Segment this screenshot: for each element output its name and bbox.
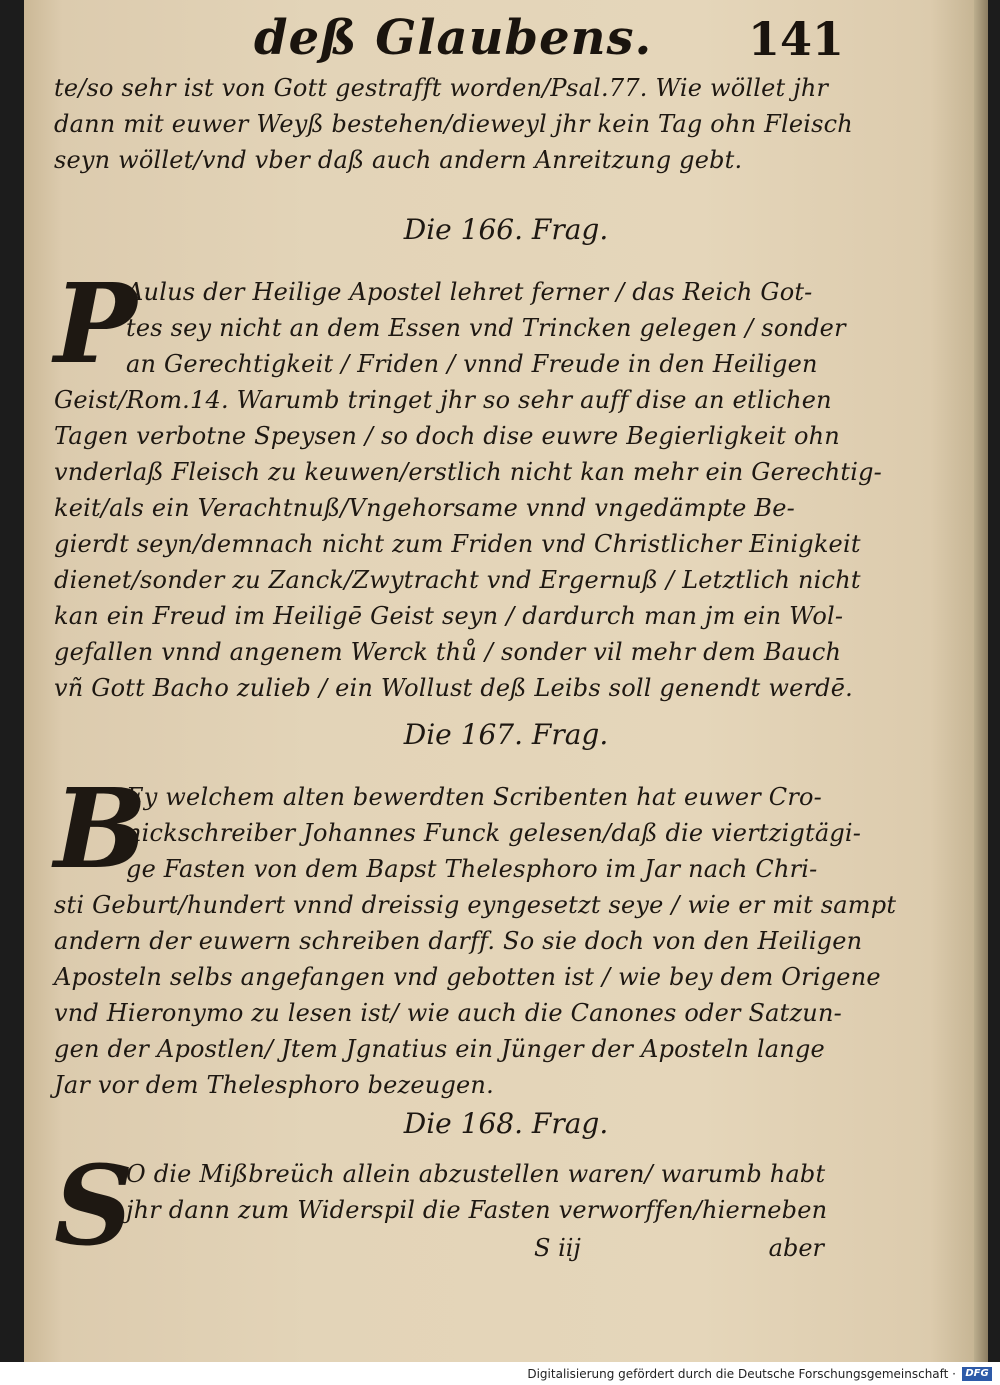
text-line: dienet/sonder zu Zanck/Zwytracht vnd Ergernuß / Letztlich nicht [54, 566, 861, 594]
text-line: an Gerechtigkeit / Friden / vnnd Freude in den Heiligen [126, 350, 818, 378]
dropcap: P [54, 259, 137, 388]
running-head [254, 10, 844, 74]
dropcap: B [54, 764, 147, 893]
page-edge [974, 0, 988, 1362]
credit-text: Digitalisierung gefördert durch die Deutsche Forschungsgemeinschaft · [527, 1367, 956, 1381]
text-line: keit/als ein Verachtnuß/Vngehorsame vnnd vngedämpte Be- [54, 494, 795, 522]
dropcap: S [54, 1141, 134, 1270]
question-168-heading: Die 168. Frag. [403, 1107, 609, 1140]
text-line: Geist/Rom.14. Warumb tringet jhr so sehr auff dise an etlichen [54, 386, 832, 414]
signature-mark: S iij [534, 1234, 581, 1262]
text-line: O die Mißbreüch allein abzustellen waren/ warumb habt [126, 1160, 826, 1188]
text-line: ge Fasten von dem Bapst Thelesphoro im Jar nach Chri- [126, 855, 818, 883]
text-line: andern der euwern schreiben darff. So sie doch von den Heiligen [54, 927, 863, 955]
catchword: aber [768, 1234, 824, 1262]
text-line: vnd Hieronymo zu lesen ist/ wie auch die Canones oder Satzun- [54, 999, 842, 1027]
text-line: sti Geburt/hundert vnnd dreissig eyngesetzt seye / wie er mit sampt [54, 891, 897, 919]
question-166-paragraph [54, 259, 882, 706]
text-line: Aposteln selbs angefangen vnd gebotten ist / wie bey dem Origene [54, 963, 881, 991]
text-line: gefallen vnnd angenem Werck thů / sonder vil mehr dem Bauch [54, 638, 842, 666]
book-page [24, 0, 988, 1362]
text-line: Jar vor dem Thelesphoro bezeugen. [54, 1071, 494, 1099]
text-line: Aulus der Heilige Apostel lehret ferner / das Reich Got- [126, 278, 813, 306]
text-line: tes sey nicht an dem Essen vnd Trincken gelegen / sonder [126, 314, 846, 342]
text-line: vñ Gott Bacho zulieb / ein Wollust deß Leibs soll genendt werdē. [54, 674, 853, 702]
text-line: seyn wöllet/vnd vber daß auch andern Anreitzung gebt. [54, 146, 743, 174]
text-line: kan ein Freud im Heiligē Geist seyn / dardurch man jm ein Wol- [54, 602, 844, 630]
page-number: 141 [747, 12, 844, 66]
dfg-logo: DFG [962, 1367, 992, 1381]
question-167-heading: Die 167. Frag. [403, 718, 609, 751]
question-166-heading: Die 166. Frag. [403, 213, 609, 246]
page-footer [54, 1230, 824, 1266]
text-line: Ey welchem alten bewerdten Scribenten hat euwer Cro- [126, 783, 822, 811]
text-line: dann mit euwer Weyß bestehen/dieweyl jhr kein Tag ohn Fleisch [54, 110, 853, 138]
text-line: gen der Apostlen/ Jtem Jgnatius ein Jünger der Aposteln lange [54, 1035, 825, 1063]
running-head-title: deß Glaubens. [254, 10, 653, 66]
text-line: nickschreiber Johannes Funck gelesen/daß die viertzigtägi- [126, 819, 862, 847]
text-line: te/so sehr ist von Gott gestrafft worden/Psal.77. Wie wöllet jhr [54, 74, 829, 102]
text-line: gierdt seyn/demnach nicht zum Friden vnd Christlicher Einigkeit [54, 530, 861, 558]
text-line: Tagen verbotne Speysen / so doch dise euwre Begierligkeit ohn [54, 422, 840, 450]
text-line: jhr dann zum Widerspil die Fasten verworffen/hierneben [126, 1196, 828, 1224]
text-line: vnderlaß Fleisch zu keuwen/erstlich nicht kan mehr ein Gerechtig- [54, 458, 882, 486]
question-167-paragraph [54, 764, 897, 1103]
digitization-credit [0, 1364, 1000, 1385]
intro-paragraph [54, 70, 853, 178]
